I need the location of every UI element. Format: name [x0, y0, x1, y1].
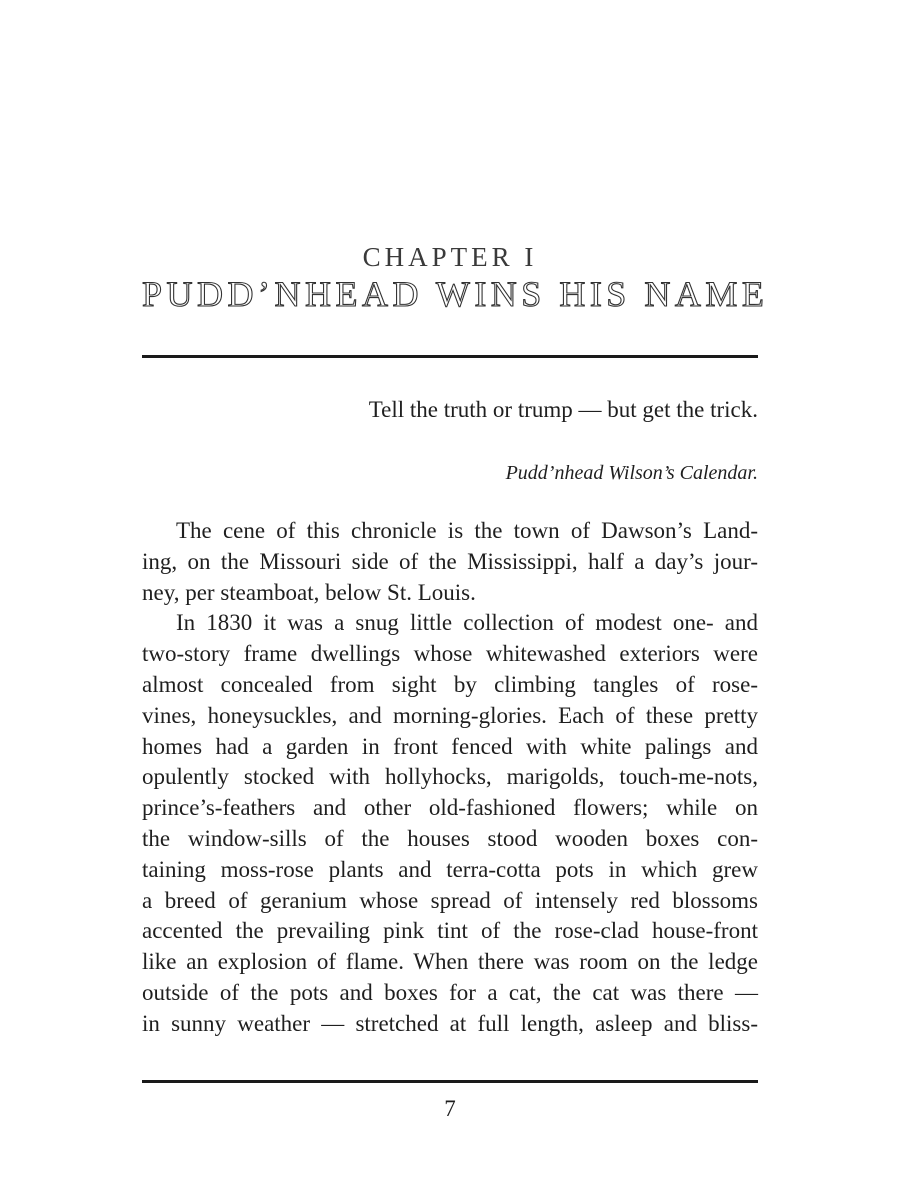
- body-line: outside of the pots and boxes for a cat, the cat was there —: [142, 979, 758, 1005]
- body-line: prince’s-feathers and other old-fashioned flowers; while on: [142, 795, 758, 821]
- body-line: homes had a garden in front fenced with white palings and: [142, 733, 758, 759]
- body-line: like an explosion of flame. When there was room on the ledge: [142, 949, 758, 975]
- body-line: ing, on the Missouri side of the Mississippi, half a day’s jour-: [142, 548, 758, 574]
- epigraph-quote: Tell the truth or trump — but get the trick.: [368, 397, 758, 422]
- chapter-title: PUDD’NHEAD WINS HIS NAME: [142, 274, 769, 314]
- footer-rule: [142, 1080, 758, 1083]
- body-line: almost concealed from sight by climbing tangles of rose-: [142, 671, 758, 697]
- body-line: two-story frame dwellings whose whitewashed exteriors were: [142, 641, 758, 667]
- chapter-number: CHAPTER I: [362, 242, 538, 272]
- body-line: accented the prevailing pink tint of the rose-clad house-front: [142, 918, 758, 944]
- body-line: The cene of this chronicle is the town of Dawson’s Land-: [176, 518, 758, 543]
- body-line: a breed of geranium whose spread of intensely red blossoms: [142, 887, 758, 913]
- body-line: ney, per steamboat, below St. Louis.: [142, 579, 476, 605]
- header-rule: [142, 355, 758, 358]
- body-line: opulently stocked with hollyhocks, marigolds, touch-me-nots,: [142, 764, 758, 790]
- body-line: taining moss-rose plants and terra-cotta pots in which grew: [142, 856, 758, 882]
- body-line: vines, honeysuckles, and morning-glories. Each of these pretty: [142, 702, 758, 728]
- body-line: In 1830 it was a snug little collection of modest one- and: [176, 610, 758, 636]
- page-number: 7: [444, 1096, 456, 1121]
- body-line: the window-sills of the houses stood wooden boxes con-: [142, 825, 758, 851]
- body-text: [142, 516, 758, 1040]
- body-line: in sunny weather — stretched at full length, asleep and bliss-: [142, 1010, 758, 1036]
- epigraph-source: Pudd’nhead Wilson’s Calendar.: [505, 462, 758, 484]
